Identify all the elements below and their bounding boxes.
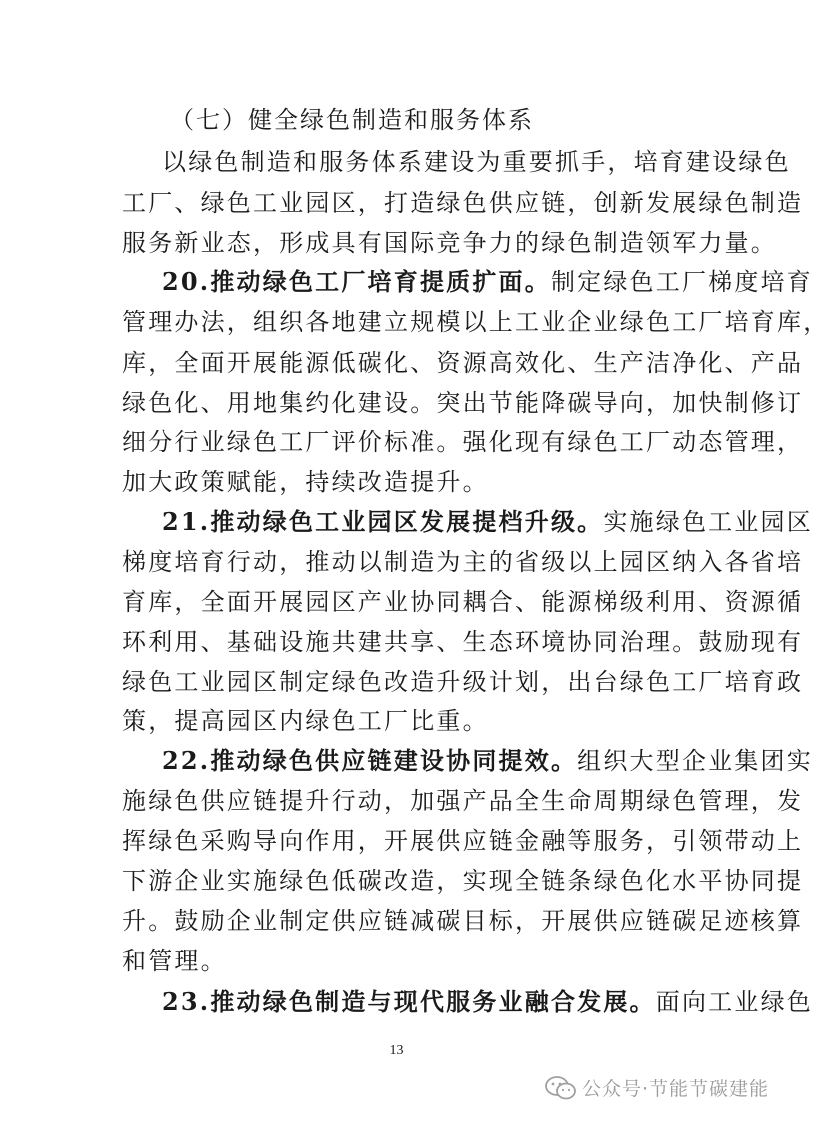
watermark [544,1074,769,1101]
p20-first-rest: 制定绿色工厂梯度培育 [550,268,813,296]
p20-line-4: 绿色化、用地集约化建设。突出节能降碳导向，加快制修订 [122,389,804,417]
p22-line-6: 和管理。 [122,947,227,975]
p20-first-line [162,267,813,296]
intro-line-1: 以绿色制造和服务体系建设为重要抓手，培育建设绿色 [162,148,791,176]
p21-first-rest: 实施绿色工业园区 [603,508,813,536]
p20-line-5: 细分行业绿色工厂评价标准。强化现有绿色工厂动态管理， [122,428,804,456]
p23-title: 23.推动绿色制造与现代服务业融合发展。 [162,987,656,1016]
p21-title: 21.推动绿色工业园区发展提档升级。 [162,507,604,536]
wechat-icon [544,1075,578,1101]
p22-first-rest: 组织大型企业集团实 [577,747,813,775]
p22-first-line [162,746,813,775]
p23-first-line [162,987,813,1016]
p21-line-6: 策，提高园区内绿色工厂比重。 [122,707,489,735]
p21-line-4: 环利用、基础设施共建共享、生态环境协同治理。鼓励现有 [122,628,804,656]
p20-line-3: 库，全面开展能源低碳化、资源高效化、生产洁净化、产品 [122,349,804,377]
p22-line-2: 施绿色供应链提升行动，加强产品全生命周期绿色管理，发 [122,787,804,815]
p20-line-2: 管理办法，组织各地建立规模以上工业企业绿色工厂培育库， [122,308,829,336]
p20-line-6: 加大政策赋能，持续改造提升。 [122,468,489,496]
page-number: 13 [389,1043,404,1058]
intro-line-2: 工厂、绿色工业园区，打造绿色供应链，创新发展绿色制造 [122,189,804,217]
p22-title: 22.推动绿色供应链建设协同提效。 [162,746,578,775]
p22-line-5: 升。鼓励企业制定供应链减碳目标，开展供应链碳足迹核算 [122,907,804,935]
p23-first-rest: 面向工业绿色 [655,988,813,1016]
p22-line-3: 挥绿色采购导向作用，开展供应链金融等服务，引领带动上 [122,827,804,855]
p21-first-line [162,507,813,536]
section-heading: （七）健全绿色制造和服务体系 [170,106,534,134]
intro-line-3: 服务新业态，形成具有国际竞争力的绿色制造领军力量。 [122,229,777,257]
watermark-text: 公众号·节能节碳建能 [582,1078,770,1100]
p22-line-4: 下游企业实施绿色低碳改造，实现全链条绿色化水平协同提 [122,867,804,895]
p21-line-5: 绿色工业园区制定绿色改造升级计划，出台绿色工厂培育政 [122,668,804,696]
p20-title: 20.推动绿色工厂培育提质扩面。 [162,267,551,296]
p21-line-2: 梯度培育行动，推动以制造为主的省级以上园区纳入各省培 [122,548,804,576]
p21-line-3: 育库，全面开展园区产业协同耦合、能源梯级利用、资源循 [122,588,804,616]
